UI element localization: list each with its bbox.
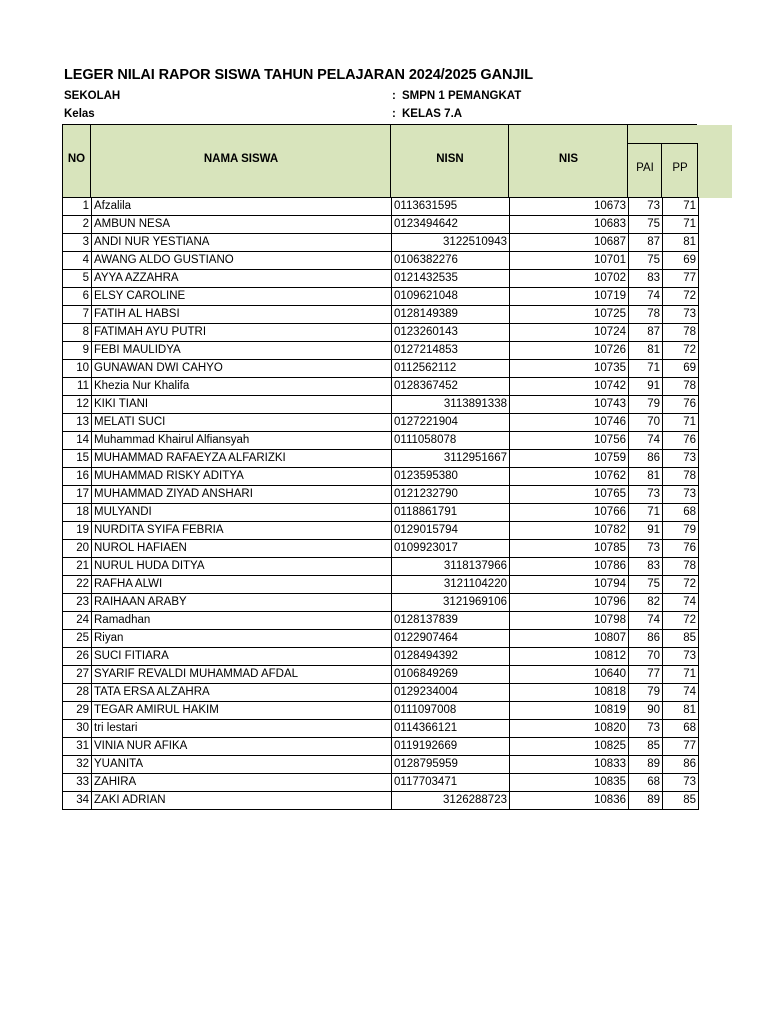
row-number-cell: 1 [63,198,92,216]
pp-grade-cell: 72 [663,612,699,630]
student-name-cell: VINIA NUR AFIKA [92,738,392,756]
pai-grade-cell: 87 [629,324,663,342]
nis-cell: 10735 [510,360,629,378]
pai-grade-cell: 90 [629,702,663,720]
nisn-cell: 3121969106 [392,594,510,612]
pp-grade-cell: 71 [663,666,699,684]
row-number-cell: 4 [63,252,92,270]
nisn-cell: 0121432535 [392,270,510,288]
table-row [63,360,699,378]
table-row [63,540,699,558]
row-number-cell: 33 [63,774,92,792]
pp-grade-cell: 71 [663,198,699,216]
nisn-cell: 0123260143 [392,324,510,342]
student-name-cell: Ramadhan [92,612,392,630]
pp-grade-cell: 85 [663,630,699,648]
pp-grade-cell: 81 [663,234,699,252]
class-label: Kelas [64,108,95,120]
row-number-cell: 23 [63,594,92,612]
student-name-cell: FATIH AL HABSI [92,306,392,324]
row-number-cell: 27 [63,666,92,684]
column-header-name: NAMA SISWA [203,153,279,165]
pai-grade-cell: 91 [629,522,663,540]
table-row [63,774,699,792]
pp-grade-cell: 86 [663,756,699,774]
pai-grade-cell: 71 [629,360,663,378]
pp-grade-cell: 85 [663,792,699,810]
nis-cell: 10702 [510,270,629,288]
nisn-cell: 0118861791 [392,504,510,522]
table-row [63,252,699,270]
student-name-cell: MELATI SUCI [92,414,392,432]
table-row [63,504,699,522]
nisn-cell: 0123494642 [392,216,510,234]
grades-table [62,197,699,810]
row-number-cell: 22 [63,576,92,594]
row-number-cell: 14 [63,432,92,450]
pp-grade-cell: 73 [663,648,699,666]
table-row [63,324,699,342]
school-separator: : [392,90,396,102]
nisn-cell: 0109621048 [392,288,510,306]
pai-grade-cell: 68 [629,774,663,792]
pai-grade-cell: 79 [629,684,663,702]
column-header-pp: PP [672,162,688,174]
table-row [63,414,699,432]
pp-grade-cell: 69 [663,360,699,378]
column-header-pai: PAI [636,162,654,174]
row-number-cell: 8 [63,324,92,342]
nisn-cell: 3112951667 [392,450,510,468]
pp-grade-cell: 78 [663,378,699,396]
pai-grade-cell: 79 [629,396,663,414]
pp-grade-cell: 68 [663,504,699,522]
student-name-cell: ANDI NUR YESTIANA [92,234,392,252]
nisn-cell: 0119192669 [392,738,510,756]
pai-grade-cell: 70 [629,648,663,666]
nis-cell: 10746 [510,414,629,432]
nisn-cell: 0111097008 [392,702,510,720]
student-name-cell: TATA ERSA ALZAHRA [92,684,392,702]
student-name-cell: MUHAMMAD RISKY ADITYA [92,468,392,486]
pp-grade-cell: 69 [663,252,699,270]
nis-cell: 10756 [510,432,629,450]
column-header-nisn: NISN [436,153,464,165]
table-row [63,234,699,252]
pp-grade-cell: 72 [663,288,699,306]
nis-cell: 10759 [510,450,629,468]
column-header-no: NO [67,153,86,165]
nisn-cell: 0128149389 [392,306,510,324]
pai-grade-cell: 74 [629,432,663,450]
nisn-cell: 0128367452 [392,378,510,396]
pp-grade-cell: 71 [663,414,699,432]
table-row [63,432,699,450]
nisn-cell: 0106849269 [392,666,510,684]
nis-cell: 10812 [510,648,629,666]
nis-cell: 10819 [510,702,629,720]
pp-grade-cell: 76 [663,432,699,450]
student-name-cell: TEGAR AMIRUL HAKIM [92,702,392,720]
row-number-cell: 2 [63,216,92,234]
column-header-nis: NIS [558,153,579,165]
student-name-cell: NURUL HUDA DITYA [92,558,392,576]
nis-cell: 10743 [510,396,629,414]
pai-grade-cell: 71 [629,504,663,522]
nis-cell: 10640 [510,666,629,684]
student-name-cell: FEBI MAULIDYA [92,342,392,360]
school-value: SMPN 1 PEMANGKAT [402,90,522,102]
pai-grade-cell: 81 [629,342,663,360]
row-number-cell: 31 [63,738,92,756]
student-name-cell: tri lestari [92,720,392,738]
pp-grade-cell: 72 [663,576,699,594]
pp-grade-cell: 77 [663,738,699,756]
nis-cell: 10701 [510,252,629,270]
table-row [63,720,699,738]
row-number-cell: 25 [63,630,92,648]
table-row [63,558,699,576]
table-row [63,306,699,324]
pp-grade-cell: 76 [663,540,699,558]
pai-grade-cell: 91 [629,378,663,396]
nisn-cell: 3126288723 [392,792,510,810]
nisn-cell: 0128137839 [392,612,510,630]
student-name-cell: RAFHA ALWI [92,576,392,594]
pai-grade-cell: 87 [629,234,663,252]
student-name-cell: NUROL HAFIAEN [92,540,392,558]
pai-grade-cell: 78 [629,306,663,324]
row-number-cell: 10 [63,360,92,378]
pai-grade-cell: 73 [629,720,663,738]
table-row [63,576,699,594]
nisn-cell: 0129234004 [392,684,510,702]
nis-cell: 10719 [510,288,629,306]
nisn-cell: 0122907464 [392,630,510,648]
pai-grade-cell: 83 [629,270,663,288]
nis-cell: 10796 [510,594,629,612]
class-value: KELAS 7.A [402,108,463,120]
nis-cell: 10725 [510,306,629,324]
student-name-cell: AWANG ALDO GUSTIANO [92,252,392,270]
pai-grade-cell: 73 [629,540,663,558]
student-name-cell: Khezia Nur Khalifa [92,378,392,396]
nisn-cell: 0127214853 [392,342,510,360]
row-number-cell: 17 [63,486,92,504]
row-number-cell: 6 [63,288,92,306]
nisn-cell: 0128795959 [392,756,510,774]
student-name-cell: AYYA AZZAHRA [92,270,392,288]
nis-cell: 10825 [510,738,629,756]
pp-grade-cell: 71 [663,216,699,234]
nis-cell: 10765 [510,486,629,504]
pai-grade-cell: 73 [629,198,663,216]
pp-grade-cell: 78 [663,558,699,576]
pai-grade-cell: 82 [629,594,663,612]
table-row [63,792,699,810]
row-number-cell: 15 [63,450,92,468]
pp-grade-cell: 77 [663,270,699,288]
student-name-cell: SYARIF REVALDI MUHAMMAD AFDAL [92,666,392,684]
student-name-cell: SUCI FITIARA [92,648,392,666]
pp-grade-cell: 74 [663,684,699,702]
pai-grade-cell: 74 [629,612,663,630]
nis-cell: 10820 [510,720,629,738]
student-name-cell: MULYANDI [92,504,392,522]
table-row [63,396,699,414]
student-name-cell: YUANITA [92,756,392,774]
row-number-cell: 16 [63,468,92,486]
nis-cell: 10742 [510,378,629,396]
pai-grade-cell: 73 [629,486,663,504]
row-number-cell: 13 [63,414,92,432]
table-row [63,702,699,720]
table-row [63,288,699,306]
pp-grade-cell: 73 [663,486,699,504]
pai-grade-cell: 75 [629,576,663,594]
pai-grade-cell: 75 [629,252,663,270]
student-name-cell: FATIMAH AYU PUTRI [92,324,392,342]
table-row [63,198,699,216]
pp-grade-cell: 78 [663,324,699,342]
table-row [63,756,699,774]
nis-cell: 10726 [510,342,629,360]
student-name-cell: GUNAWAN DWI CAHYO [92,360,392,378]
class-separator: : [392,108,396,120]
nis-cell: 10687 [510,234,629,252]
row-number-cell: 5 [63,270,92,288]
row-number-cell: 28 [63,684,92,702]
nis-cell: 10835 [510,774,629,792]
student-name-cell: MUHAMMAD ZIYAD ANSHARI [92,486,392,504]
nisn-cell: 0106382276 [392,252,510,270]
header-top-border [62,124,697,125]
row-number-cell: 29 [63,702,92,720]
row-number-cell: 11 [63,378,92,396]
nisn-cell: 0129015794 [392,522,510,540]
pp-grade-cell: 73 [663,450,699,468]
student-name-cell: AMBUN NESA [92,216,392,234]
pai-grade-cell: 86 [629,450,663,468]
student-name-cell: RAIHAAN ARABY [92,594,392,612]
pai-grade-cell: 86 [629,630,663,648]
row-number-cell: 21 [63,558,92,576]
row-number-cell: 26 [63,648,92,666]
row-number-cell: 20 [63,540,92,558]
row-number-cell: 32 [63,756,92,774]
student-name-cell: Muhammad Khairul Alfiansyah [92,432,392,450]
table-row [63,630,699,648]
nisn-cell: 0123595380 [392,468,510,486]
row-number-cell: 19 [63,522,92,540]
nis-cell: 10683 [510,216,629,234]
nis-cell: 10673 [510,198,629,216]
table-row [63,486,699,504]
school-label: SEKOLAH [64,90,121,102]
row-number-cell: 3 [63,234,92,252]
student-name-cell: KIKI TIANI [92,396,392,414]
nis-cell: 10724 [510,324,629,342]
pp-grade-cell: 78 [663,468,699,486]
nisn-cell: 0112562112 [392,360,510,378]
student-name-cell: MUHAMMAD RAFAEYZA ALFARIZKI [92,450,392,468]
nisn-cell: 3118137966 [392,558,510,576]
student-name-cell: NURDITA SYIFA FEBRIA [92,522,392,540]
nisn-cell: 0113631595 [392,198,510,216]
table-row [63,594,699,612]
nisn-cell: 3122510943 [392,234,510,252]
nis-cell: 10762 [510,468,629,486]
student-name-cell: Riyan [92,630,392,648]
nis-cell: 10807 [510,630,629,648]
pp-grade-cell: 81 [663,702,699,720]
pp-grade-cell: 74 [663,594,699,612]
pp-grade-cell: 76 [663,396,699,414]
row-number-cell: 18 [63,504,92,522]
nisn-cell: 0127221904 [392,414,510,432]
pai-grade-cell: 83 [629,558,663,576]
nis-cell: 10818 [510,684,629,702]
nisn-cell: 3113891338 [392,396,510,414]
pai-grade-cell: 70 [629,414,663,432]
row-number-cell: 12 [63,396,92,414]
nisn-cell: 0117703471 [392,774,510,792]
pp-grade-cell: 73 [663,774,699,792]
nis-cell: 10786 [510,558,629,576]
nisn-cell: 0128494392 [392,648,510,666]
student-name-cell: ZAHIRA [92,774,392,792]
grades-table-body [63,198,699,810]
nisn-cell: 0109923017 [392,540,510,558]
row-number-cell: 7 [63,306,92,324]
pp-grade-cell: 79 [663,522,699,540]
pai-grade-cell: 75 [629,216,663,234]
nisn-cell: 3121104220 [392,576,510,594]
pai-grade-cell: 89 [629,756,663,774]
table-row [63,450,699,468]
pp-grade-cell: 72 [663,342,699,360]
pp-grade-cell: 73 [663,306,699,324]
pai-grade-cell: 85 [629,738,663,756]
pai-grade-cell: 74 [629,288,663,306]
student-name-cell: Afzalila [92,198,392,216]
pai-grade-cell: 89 [629,792,663,810]
nis-cell: 10782 [510,522,629,540]
nisn-cell: 0111058078 [392,432,510,450]
nis-cell: 10836 [510,792,629,810]
nis-cell: 10833 [510,756,629,774]
nisn-cell: 0121232790 [392,486,510,504]
table-row [63,270,699,288]
table-row [63,648,699,666]
table-row [63,612,699,630]
nisn-cell: 0114366121 [392,720,510,738]
student-name-cell: ELSY CAROLINE [92,288,392,306]
document-title: LEGER NILAI RAPOR SISWA TAHUN PELAJARAN 2024/2025 GANJIL [64,67,533,83]
nis-cell: 10766 [510,504,629,522]
table-row [63,378,699,396]
row-number-cell: 24 [63,612,92,630]
nis-cell: 10785 [510,540,629,558]
pp-grade-cell: 68 [663,720,699,738]
row-number-cell: 34 [63,792,92,810]
nis-cell: 10794 [510,576,629,594]
subject-group-border [628,143,697,144]
table-row [63,738,699,756]
table-row [63,522,699,540]
pai-grade-cell: 81 [629,468,663,486]
pai-grade-cell: 77 [629,666,663,684]
student-name-cell: ZAKI ADRIAN [92,792,392,810]
table-row [63,468,699,486]
table-row [63,666,699,684]
row-number-cell: 30 [63,720,92,738]
row-number-cell: 9 [63,342,92,360]
table-row [63,342,699,360]
table-row [63,684,699,702]
table-row [63,216,699,234]
nis-cell: 10798 [510,612,629,630]
